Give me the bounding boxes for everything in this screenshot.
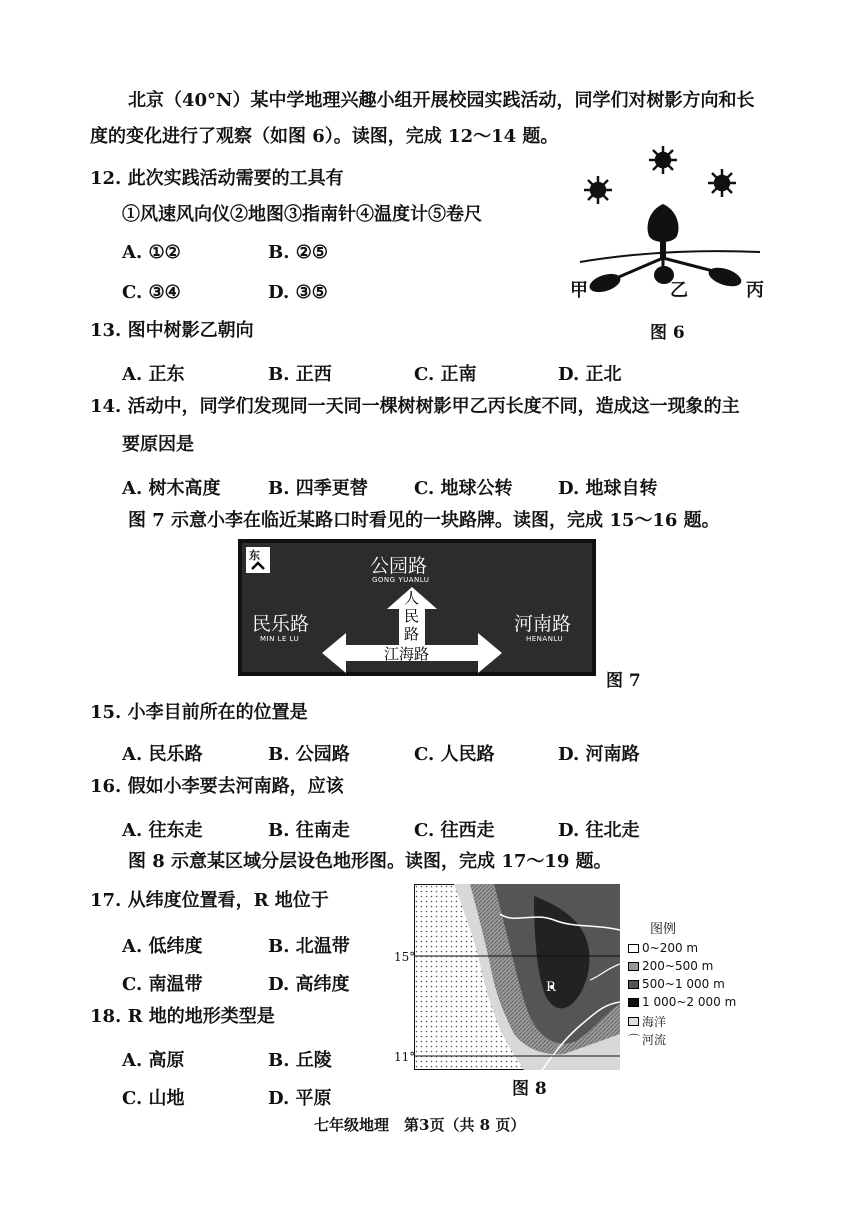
q15-option-b: B. 公园路 xyxy=(268,744,350,765)
legend-0-200: 0~200 m xyxy=(628,941,698,955)
q15-stem: 15. 小李目前所在的位置是 xyxy=(90,702,308,723)
sun-icon-left xyxy=(584,176,612,204)
q12-option-a: A. ①② xyxy=(122,242,181,263)
intro-fig8: 图 8 示意某区域分层设色地形图。读图，完成 17～19 题。 xyxy=(128,851,612,872)
q15-option-a: A. 民乐路 xyxy=(122,744,203,765)
sign-renmin-char-1: 民 xyxy=(404,607,420,625)
sign-minle-pinyin: MIN LE LU xyxy=(260,635,300,643)
sign-jianghai: 江海路 xyxy=(384,645,430,663)
legend-500-1000: 500~1 000 m xyxy=(628,977,725,991)
q14-stem-line-1: 14. 活动中，同学们发现同一天同一棵树树影甲乙丙长度不同，造成这一现象的主 xyxy=(90,396,740,417)
legend-title: 图例 xyxy=(650,922,677,937)
sign-renmin-char-0: 人 xyxy=(404,589,420,607)
fig6-caption: 图 6 xyxy=(650,323,685,343)
sign-gongyuan: 公园路 xyxy=(370,555,428,577)
sign-renmin-char-2: 路 xyxy=(404,625,420,643)
q18-option-a: A. 高原 xyxy=(122,1050,185,1071)
q14-option-c: C. 地球公转 xyxy=(414,478,513,499)
fig8-caption: 图 8 xyxy=(512,1079,547,1099)
q12-stem: 12. 此次实践活动需要的工具有 xyxy=(90,168,344,189)
up-chevron-icon xyxy=(251,561,265,570)
figure-7-road-sign xyxy=(238,539,596,676)
shadow-bing xyxy=(706,264,743,290)
east-label: 东 xyxy=(249,549,260,562)
q18-stem: 18. R 地的地形类型是 xyxy=(90,1006,275,1027)
sign-henan-pinyin: HENANLU xyxy=(526,635,564,643)
q16-option-d: D. 往北走 xyxy=(558,820,640,841)
r-label: R xyxy=(546,980,556,995)
q17-stem: 17. 从纬度位置看，R 地位于 xyxy=(90,890,329,911)
q12-option-d: D. ③⑤ xyxy=(268,282,328,303)
q17-option-d: D. 高纬度 xyxy=(268,974,350,995)
shadow-jia xyxy=(587,270,622,295)
q16-stem: 16. 假如小李要去河南路，应该 xyxy=(90,776,344,797)
q14-option-b: B. 四季更替 xyxy=(268,478,368,499)
q17-option-c: C. 南温带 xyxy=(122,974,203,995)
figure-8-terrain-map xyxy=(414,884,620,1070)
tree-crown xyxy=(648,204,679,242)
fig6-label-jia: 甲 xyxy=(570,280,588,301)
river-icon: ⌒ xyxy=(628,1033,641,1047)
q13-stem: 13. 图中树影乙朝向 xyxy=(90,320,254,341)
sun-icon-right xyxy=(708,169,736,197)
legend-200-500: 200~500 m xyxy=(628,959,713,973)
q18-option-d: D. 平原 xyxy=(268,1088,332,1109)
sign-gongyuan-pinyin: GONG YUANLU xyxy=(372,576,430,584)
q14-option-d: D. 地球自转 xyxy=(558,478,658,499)
q13-option-a: A. 正东 xyxy=(122,364,185,385)
q17-option-b: B. 北温带 xyxy=(268,936,350,957)
q15-option-d: D. 河南路 xyxy=(558,744,640,765)
sign-henan: 河南路 xyxy=(514,613,572,635)
legend-river: ⌒ 河流 xyxy=(628,1033,667,1047)
sign-minle: 民乐路 xyxy=(252,613,310,635)
q13-option-c: C. 正南 xyxy=(414,364,477,385)
legend-1000-2000: 1 000~2 000 m xyxy=(628,995,736,1009)
legend-ocean: 海洋 xyxy=(628,1013,666,1030)
q12-items: ①风速风向仪②地图③指南针④温度计⑤卷尺 xyxy=(122,204,482,225)
fig7-caption: 图 7 xyxy=(606,671,641,691)
q17-option-a: A. 低纬度 xyxy=(122,936,203,957)
q16-option-a: A. 往东走 xyxy=(122,820,203,841)
q14-stem-line-2: 要原因是 xyxy=(122,434,194,455)
q12-option-c: C. ③④ xyxy=(122,282,181,303)
intro-fig7: 图 7 示意小李在临近某路口时看见的一块路牌。读图，完成 15～16 题。 xyxy=(128,510,720,531)
page-footer: 七年级地理 第3页（共 8 页） xyxy=(314,1116,526,1134)
sun-icon-top xyxy=(649,146,677,174)
lat-15-label: 15° xyxy=(394,950,416,964)
q14-option-a: A. 树木高度 xyxy=(122,478,221,499)
q16-option-b: B. 往南走 xyxy=(268,820,350,841)
q12-option-b: B. ②⑤ xyxy=(268,242,329,263)
q18-option-c: C. 山地 xyxy=(122,1088,185,1109)
q15-option-c: C. 人民路 xyxy=(414,744,495,765)
fig6-label-bing: 丙 xyxy=(746,280,764,301)
q18-option-b: B. 丘陵 xyxy=(268,1050,332,1071)
lat-11-label: 11° xyxy=(394,1050,416,1064)
intro-line-1: 北京（40°N）某中学地理兴趣小组开展校园实践活动，同学们对树影方向和长 xyxy=(128,90,755,111)
intro-line-2: 度的变化进行了观察（如图 6）。读图，完成 12～14 题。 xyxy=(90,126,559,147)
q13-option-d: D. 正北 xyxy=(558,364,622,385)
q13-option-b: B. 正西 xyxy=(268,364,332,385)
q16-option-c: C. 往西走 xyxy=(414,820,495,841)
east-marker xyxy=(246,547,270,573)
fig6-label-yi: 乙 xyxy=(670,280,688,301)
